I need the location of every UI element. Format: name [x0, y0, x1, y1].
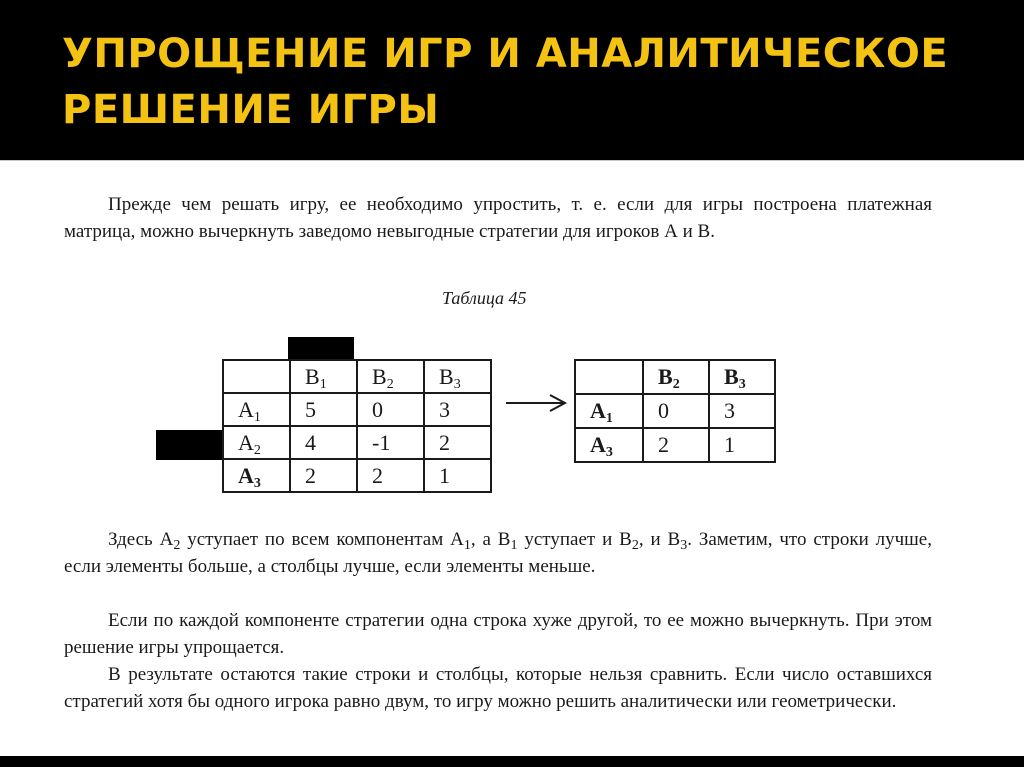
cell: 2: [357, 459, 424, 492]
table-row: [575, 360, 775, 394]
cell: 0: [357, 393, 424, 426]
text-run: , а В: [470, 529, 511, 550]
col-header: [643, 360, 709, 394]
payoff-matrix-reduced: [574, 359, 776, 463]
header-letter: A: [590, 398, 606, 423]
header-letter: B: [305, 363, 320, 389]
result-paragraph: [64, 661, 932, 715]
cell: 2: [643, 428, 709, 462]
row-header: [223, 393, 290, 426]
header-index: 3: [738, 377, 746, 392]
text-run: Здесь А: [108, 529, 174, 550]
table-row: [223, 459, 491, 492]
text-run: Если по каждой компоненте стратегии одна строка хуже другой, то ее можно вычеркнуть. При этом решение игры упрощается.: [64, 610, 932, 658]
cell: -1: [357, 426, 424, 459]
col-header: [424, 360, 491, 393]
cell: 0: [643, 394, 709, 428]
text-index: 3: [680, 538, 688, 553]
slide-header: [0, 0, 1024, 160]
header-index: 1: [605, 411, 613, 426]
elimination-paragraph: [64, 607, 932, 661]
header-letter: B: [439, 363, 454, 389]
cell: 4: [290, 426, 357, 459]
bottom-bar: [0, 756, 1024, 767]
text-run: уступает по всем компонентам А: [180, 529, 464, 550]
cell: 2: [290, 459, 357, 492]
slide-content: [0, 160, 1024, 757]
text-index: 2: [631, 538, 639, 553]
right-arrow-icon: [506, 393, 568, 413]
comparison-paragraph: [64, 526, 932, 580]
header-index: 3: [453, 376, 461, 392]
text-run: , и В: [638, 529, 681, 550]
corner-cell: [575, 360, 643, 394]
table-row: [575, 394, 775, 428]
text-run: уступает и В: [517, 529, 632, 550]
cell: 3: [424, 393, 491, 426]
text-run: В результате остаются такие строки и столбцы, которые нельзя сравнить. Если число оставшихся стратегий хотя бы одного игрока равно двум, то игру можно решить аналитически или геометрически.: [64, 664, 932, 712]
header-index: 2: [253, 442, 261, 458]
corner-cell: [223, 360, 290, 393]
col-header: [290, 360, 357, 393]
col-header: [357, 360, 424, 393]
table-row: [223, 360, 491, 393]
table-caption: Таблица 45: [442, 288, 527, 308]
header-letter: B: [372, 363, 387, 389]
header-letter: A: [590, 432, 606, 457]
header-index: 3: [605, 445, 613, 460]
cell: 1: [709, 428, 775, 462]
table-row: [223, 426, 491, 459]
table-row: [575, 428, 775, 462]
text-index: 2: [173, 538, 181, 553]
cell: 3: [709, 394, 775, 428]
row-strike-bar: [156, 430, 222, 460]
cell: 2: [424, 426, 491, 459]
table-row: [223, 393, 491, 426]
row-header: [575, 428, 643, 462]
header-letter: A: [238, 462, 254, 488]
header-letter: B: [724, 364, 739, 389]
row-header: [223, 459, 290, 492]
header-index: 1: [319, 376, 327, 392]
header-index: 2: [672, 377, 680, 392]
row-header: [223, 426, 290, 459]
intro-paragraph: [64, 191, 932, 245]
col-header: [709, 360, 775, 394]
header-letter: A: [238, 396, 254, 422]
header-letter: B: [658, 364, 673, 389]
payoff-matrix-original: [222, 359, 492, 493]
row-header: [575, 394, 643, 428]
text-index: 1: [510, 538, 518, 553]
cell: 1: [424, 459, 491, 492]
header-letter: A: [238, 429, 254, 455]
intro-text: Прежде чем решать игру, ее необходимо упростить, т. е. если для игры построена платежная матрица, можно вычеркнуть заведомо невыгодные стратегии для игроков А и В.: [64, 194, 932, 242]
header-index: 1: [253, 409, 261, 425]
text-run: . Заметим, что строки лучше, если элементы больше, а столбцы лучше, если элементы меньше.: [64, 529, 932, 577]
slide-title: УПРОЩЕНИЕ ИГР И АНАЛИТИЧЕСКОЕ РЕШЕНИЕ ИГРЫ: [62, 31, 949, 133]
header-index: 3: [253, 475, 261, 491]
cell: 5: [290, 393, 357, 426]
header-index: 2: [386, 376, 394, 392]
text-index: 1: [463, 538, 471, 553]
column-strike-bar: [288, 337, 354, 359]
